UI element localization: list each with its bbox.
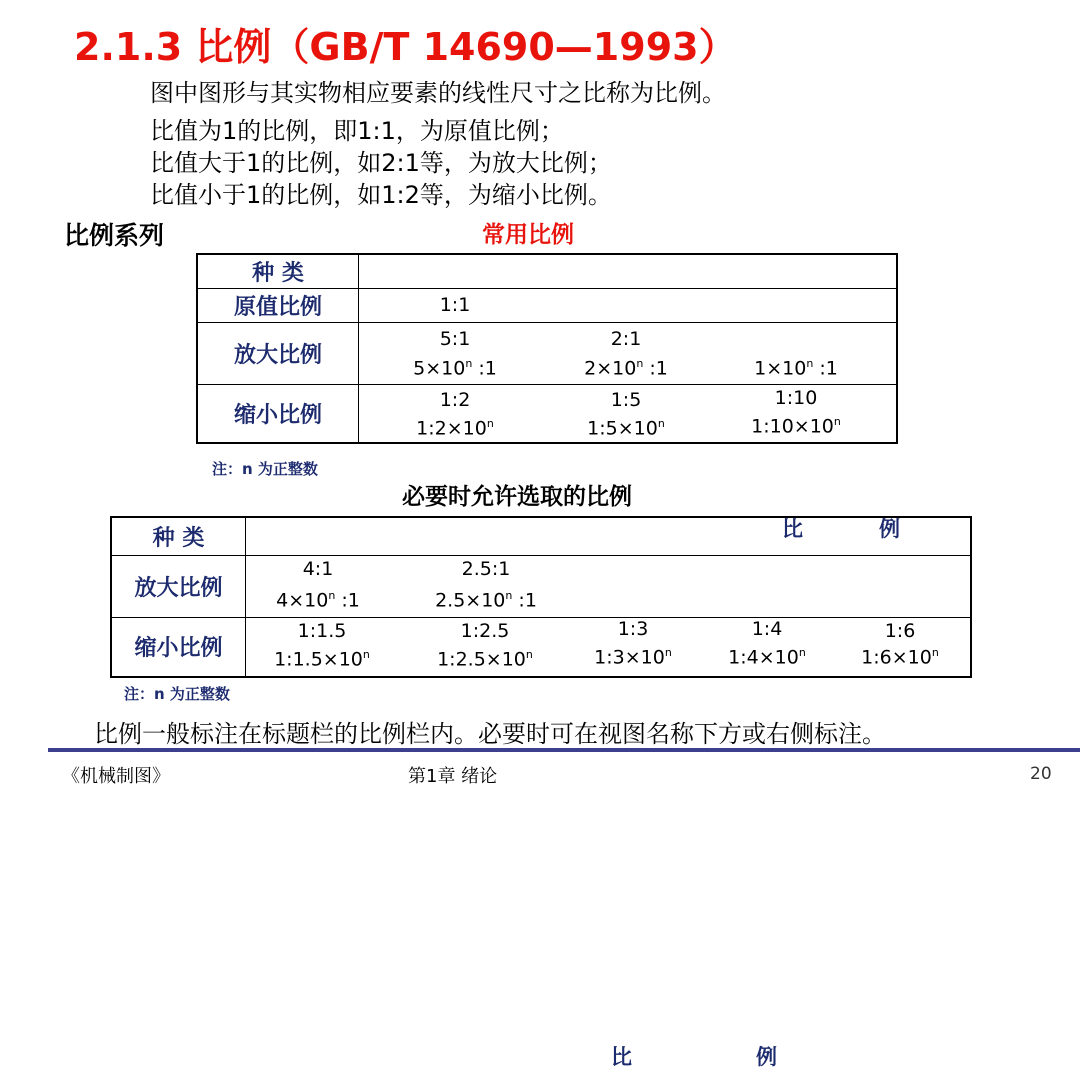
t1-reduce-v1: 1:2 (439, 389, 471, 411)
point-3: 比值小于1的比例，如1:2等，为缩小比例。 (150, 181, 612, 209)
t1-enlarge-w2: $2\times 10^n$ :1 (584, 357, 668, 380)
table1-head-kind: 种 类 (197, 254, 359, 288)
t2-enlarge-w1: $4\times 10^n$ :1 (276, 589, 360, 612)
table1-kind-reduce: 缩小比例 (197, 384, 359, 443)
t2-enlarge-v1: 4:1 (302, 558, 334, 580)
table2-caption: 必要时允许选取的比例 (402, 484, 632, 510)
t1-enlarge-w3: $1\times 10^n$ :1 (754, 357, 838, 380)
table1-note: 注：n 为正整数 (212, 460, 318, 478)
t2-reduce-v2: 1:2.5 (460, 620, 510, 642)
footer-chapter: 第1章 绪论 (408, 766, 498, 787)
table1-caption: 常用比例 (482, 222, 574, 248)
t1-original-v1: 1:1 (439, 294, 471, 316)
table2-head-ratio-1: 比 (611, 1045, 632, 1069)
t2-reduce-w2: $1:2.5\times 10^n$ (437, 648, 533, 671)
t1-enlarge-v1: 5:1 (439, 328, 471, 350)
t2-reduce-w5: $1:6\times 10^n$ (861, 646, 939, 669)
footer-rule (48, 748, 1080, 752)
table1-kind-enlarge: 放大比例 (197, 322, 359, 384)
t1-enlarge-v2: 2:1 (610, 328, 642, 350)
t1-enlarge-w1: $5\times 10^n$ :1 (413, 357, 497, 380)
t2-enlarge-w2: $2.5\times 10^n$ :1 (435, 589, 537, 612)
page-number: 20 (1030, 764, 1052, 784)
table2-kind-reduce: 缩小比例 (111, 617, 246, 677)
point-2: 比值大于1的比例，如2:1等，为放大比例； (150, 149, 612, 177)
table1-head-ratio-2: 例 (879, 517, 900, 541)
t2-reduce-w1: $1:1.5\times 10^n$ (274, 648, 370, 671)
t1-reduce-v3: 1:10 (774, 387, 818, 409)
t1-reduce-v2: 1:5 (610, 389, 642, 411)
t2-enlarge-v2: 2.5:1 (461, 558, 511, 580)
bottom-text: 比例一般标注在标题栏的比例栏内。必要时可在视图名称下方或右侧标注。 (94, 720, 886, 748)
t2-reduce-v4: 1:4 (751, 618, 783, 640)
t2-reduce-v3: 1:3 (617, 618, 649, 640)
slide-title: 2.1.3 比例（GB/T 14690—1993） (74, 25, 737, 69)
table2-note: 注：n 为正整数 (124, 685, 230, 703)
footer-book-title: 《机械制图》 (62, 766, 170, 787)
t1-reduce-w3: $1:10\times 10^n$ (751, 415, 841, 438)
table2-kind-enlarge: 放大比例 (111, 555, 246, 617)
point-1: 比值为1的比例，即1:1，为原值比例； (150, 117, 564, 145)
t1-reduce-w2: $1:5\times 10^n$ (587, 417, 665, 440)
t2-reduce-w4: $1:4\times 10^n$ (728, 646, 806, 669)
intro-text: 图中图形与其实物相应要素的线性尺寸之比称为比例。 (150, 79, 726, 107)
table1-kind-original: 原值比例 (197, 288, 359, 322)
series-label: 比例系列 (64, 221, 165, 250)
t2-reduce-w3: $1:3\times 10^n$ (594, 646, 672, 669)
t2-reduce-v5: 1:6 (884, 620, 916, 642)
table2-head-ratio-2: 例 (756, 1045, 777, 1069)
table2-head-kind: 种 类 (111, 517, 246, 555)
table1-head-ratio-1: 比 (782, 517, 803, 541)
t1-reduce-w1: $1:2\times 10^n$ (416, 417, 494, 440)
t2-reduce-v1: 1:1.5 (297, 620, 347, 642)
